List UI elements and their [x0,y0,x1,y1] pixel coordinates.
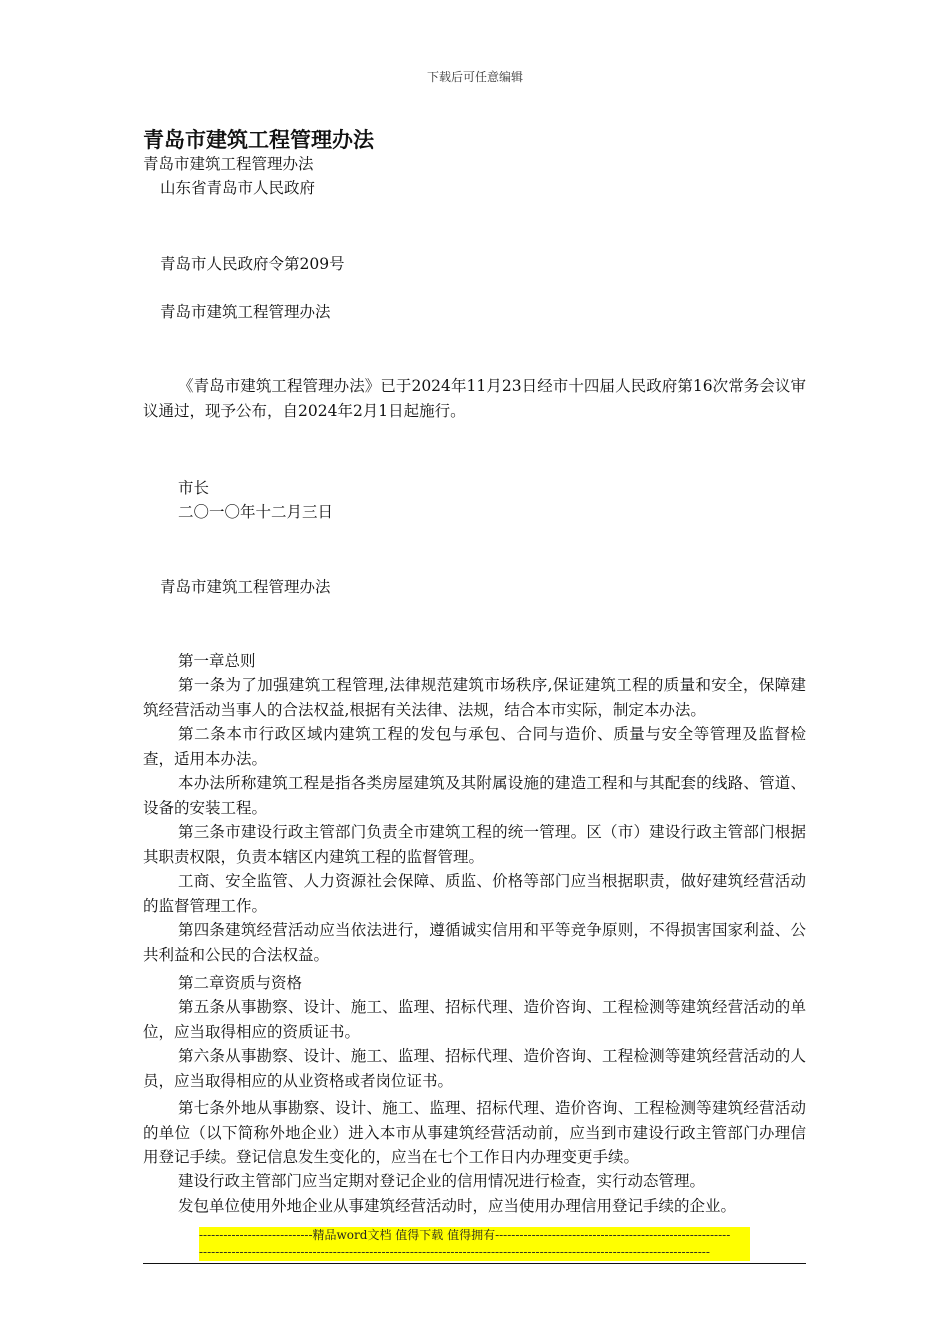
article-paragraph: 第一条为了加强建筑工程管理,法律规范建筑市场秩序,保证建筑工程的质量和安全，保障建筑经营活动当事人的合法权益,根据有关法律、法规，结合本市实际，制定本办法。 [143,676,806,719]
article-paragraph: 第五条从事勘察、设计、施工、监理、招标代理、造价咨询、工程检测等建筑经营活动的单位，应当取得相应的资质证书。 [143,998,806,1041]
footer-divider [143,1263,806,1264]
page-header-note: 下载后可任意编辑 [426,70,523,84]
chapter-heading: 第二章资质与资格 [178,974,303,992]
document-title: 青岛市建筑工程管理办法 [143,128,374,152]
article-paragraph: 工商、安全监管、人力资源社会保障、质监、价格等部门应当根据职责，做好建筑经营活动的监督管理工作。 [143,872,806,915]
article-paragraph: 第六条从事勘察、设计、施工、监理、招标代理、造价咨询、工程检测等建筑经营活动的人员，应当取得相应的从业资格或者岗位证书。 [143,1047,806,1090]
article-paragraph: 第二条本市行政区域内建筑工程的发包与承包、合同与造价、质量与安全等管理及监督检查，适用本办法。 [143,725,806,768]
article-paragraph: 建设行政主管部门应当定期对登记企业的信用情况进行检查，实行动态管理。 [178,1172,706,1190]
body-title-line: 青岛市建筑工程管理办法 [160,578,331,596]
decree-number-line: 青岛市人民政府令第209号 [160,255,345,273]
promulgation-paragraph: 《青岛市建筑工程管理办法》已于2024年11月23日经市十四届人民政府第16次常务会议审议通过，现予公布，自2024年2月1日起施行。 [143,377,806,420]
footer-banner [199,1227,750,1261]
article-paragraph: 第三条市建设行政主管部门负责全市建筑工程的统一管理。区（市）建设行政主管部门根据其职责权限，负责本辖区内建筑工程的监督管理。 [143,823,806,866]
issuer-line: 山东省青岛市人民政府 [160,179,316,197]
article-paragraph: 第七条外地从事勘察、设计、施工、监理、招标代理、造价咨询、工程检测等建筑经营活动的单位（以下简称外地企业）进入本市从事建筑经营活动前，应当到市建设行政主管部门办理信用登记手续。登记信息发生变化的，应当在七个工作日内办理变更手续。 [143,1099,806,1166]
footer-banner-line-2: ------------------------------------------------------------------------------------------------------------------------------ [199,1245,710,1259]
chapter-heading: 第一章总则 [178,652,256,670]
intro-title-line: 青岛市建筑工程管理办法 [143,155,314,173]
article-paragraph: 发包单位使用外地企业从事建筑经营活动时，应当使用办理信用登记手续的企业。 [178,1197,737,1215]
article-paragraph: 第四条建筑经营活动应当依法进行，遵循诚实信用和平等竞争原则，不得损害国家利益、公共利益和公民的合法权益。 [143,921,806,964]
decree-title-line: 青岛市建筑工程管理办法 [160,303,331,321]
article-paragraph: 本办法所称建筑工程是指各类房屋建筑及其附属设施的建造工程和与其配套的线路、管道、设备的安装工程。 [143,774,806,817]
signer-line: 市长 [178,479,210,497]
footer-banner-line-1: ----------------------------精品word文档 值得下载 值得拥有---------------------------------------------------------- [199,1228,731,1242]
date-line: 二〇一〇年十二月三日 [178,503,334,521]
